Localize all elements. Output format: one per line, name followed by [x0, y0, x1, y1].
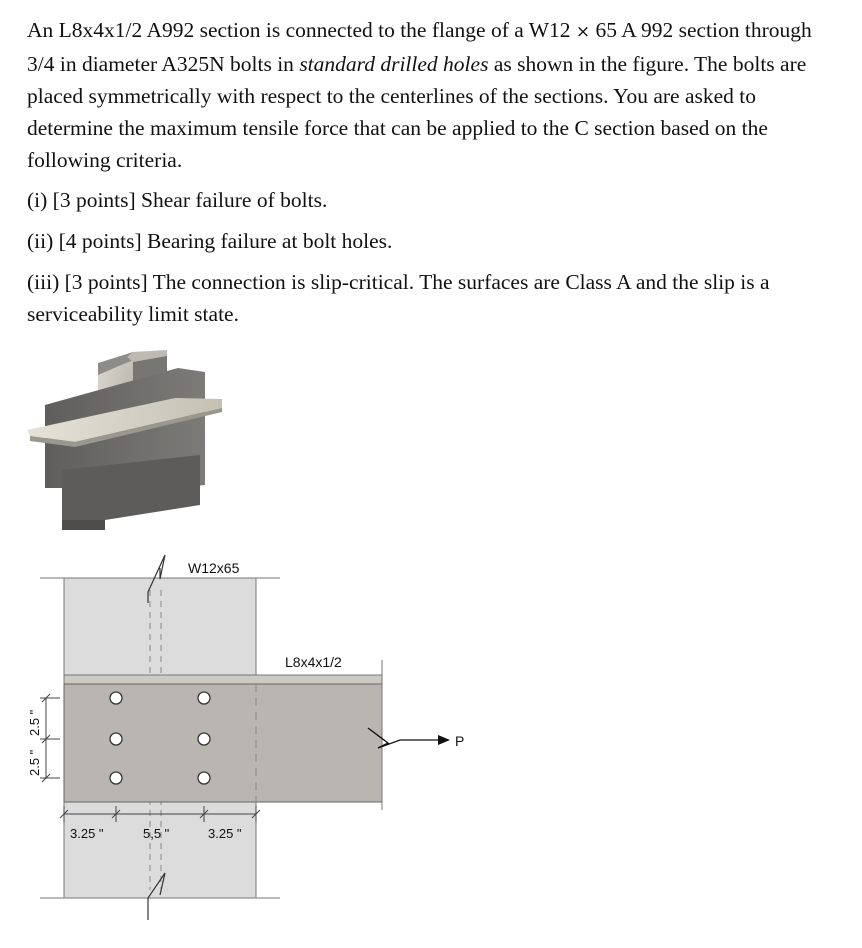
bolt-hole — [110, 733, 122, 745]
arrow-head — [438, 735, 450, 745]
times-sign: × — [575, 22, 591, 42]
dim-vertical-lower: 2.5 " — [27, 749, 42, 776]
criterion-1: (i) [3 points] Shear failure of bolts. — [27, 188, 328, 212]
bolt-hole — [198, 772, 210, 784]
bolt-hole — [110, 772, 122, 784]
bolt-hole — [198, 733, 210, 745]
dim-bolt-gauge: 5,5 " — [143, 826, 170, 841]
criterion-2: (ii) [4 points] Bearing failure at bolt holes. — [27, 229, 393, 253]
criterion-3: (iii) [3 points] The connection is slip-critical. The surfaces are Class A and the slip is a serviceability limit state. — [27, 270, 770, 326]
angle-label: L8x4x1/2 — [285, 654, 342, 670]
dim-right-edge: 3.25 " — [208, 826, 242, 841]
force-label: P — [455, 733, 465, 749]
dim-vertical-upper: 2.5 " — [27, 709, 42, 736]
intro-text-b: 65 A 992 section through 3/4 in diameter A325N bolts in — [27, 18, 812, 76]
w-section-label: W12x65 — [188, 560, 240, 576]
bolt-hole — [110, 692, 122, 704]
bolt-hole — [198, 692, 210, 704]
intro-emphasis: standard drilled holes — [299, 52, 489, 76]
intro-text-a: An L8x4x1/2 A992 section is connected to the flange of a W12 — [27, 18, 571, 42]
angle-leg-edge — [64, 675, 382, 684]
intro-text-c: as shown in the figure. The bolts are placed symmetrically with respect to the centerlines of the sections. You are asked to determine the maximum tensile force that can be applied to the C section based on the following criteria. — [27, 52, 807, 172]
dim-left-edge: 3.25 " — [70, 826, 104, 841]
